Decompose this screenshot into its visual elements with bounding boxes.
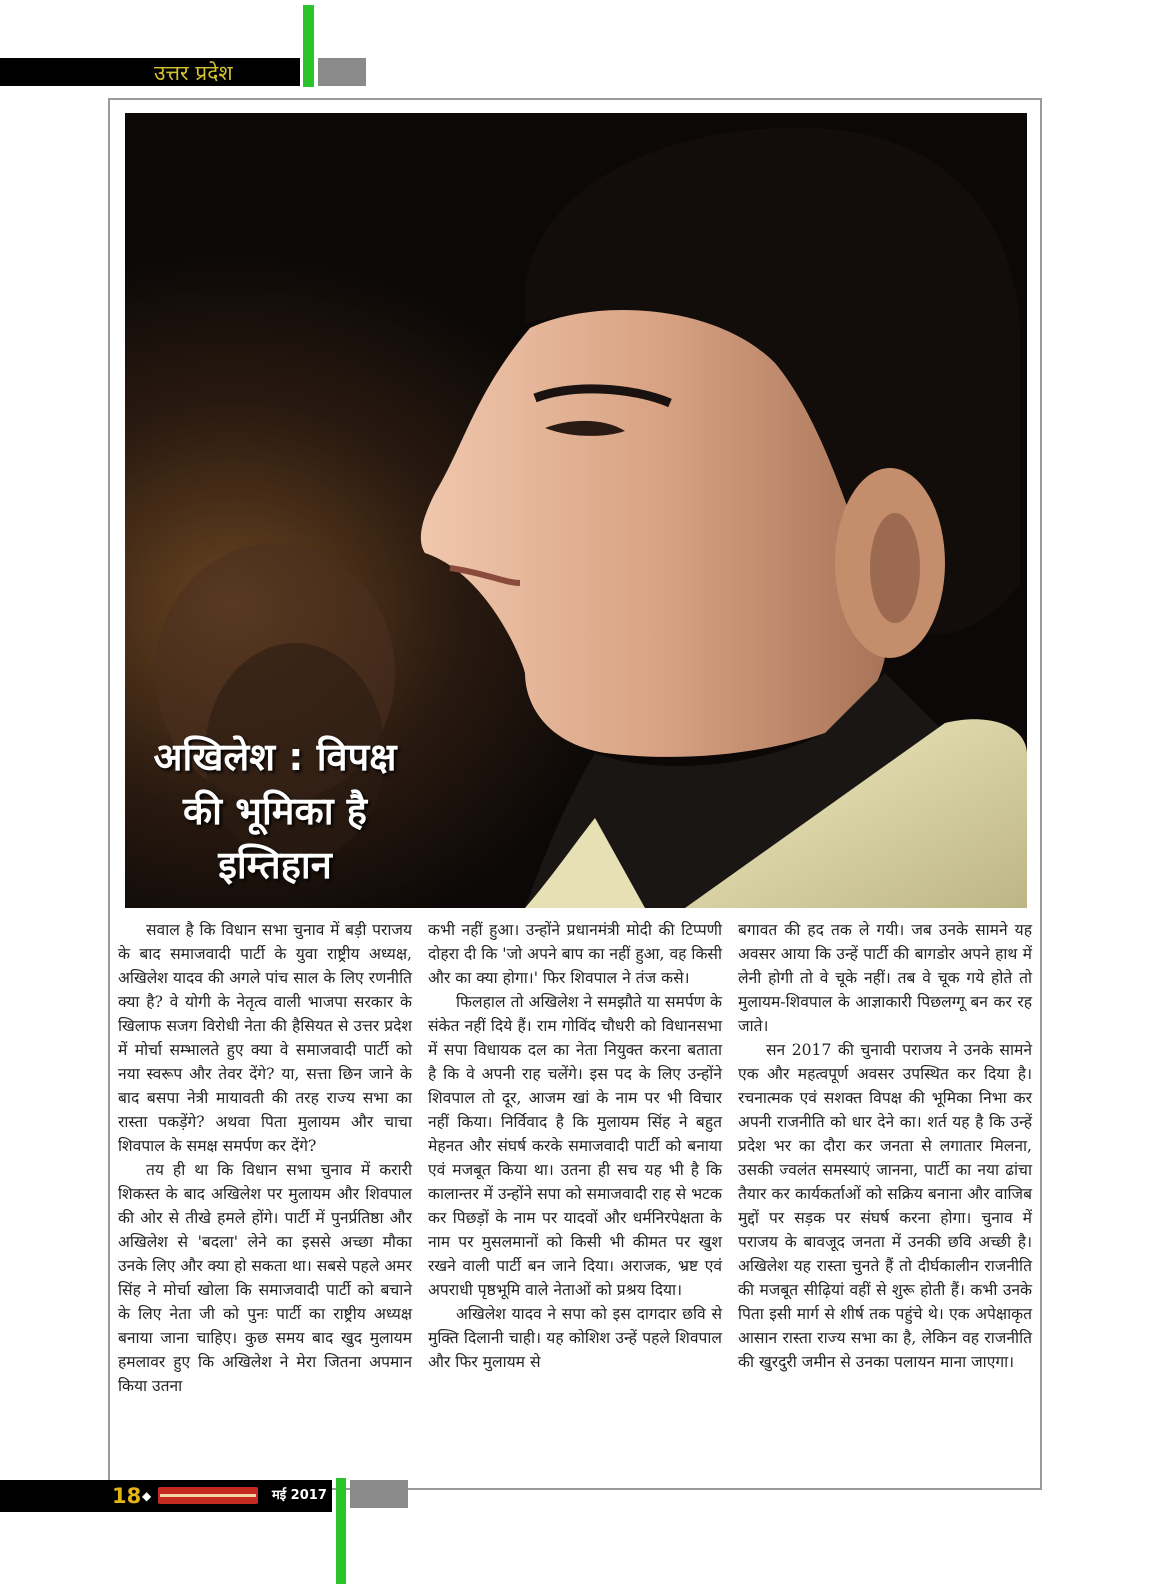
section-label: उत्तर प्रदेश xyxy=(154,61,233,85)
paragraph: सन 2017 की चुनावी पराजय ने उनके सामने एक और महत्वपूर्ण अवसर उपस्थित कर दिया है। रचनात्मक एवं सशक्त विपक्ष की भूमिका निभा कर अपनी राजनीति को धार देने का। शर्त यह है कि उन्हें प्रदेश भर का दौरा कर जनता से लगातार मिलना, उसकी ज्वलंत समस्याएं जानना, पार्टी का नया ढांचा तैयार कर कार्यकर्ताओं को सक्रिय बनाना और वाजिब मुद्दों पर सड़क पर संघर्ष करना होगा। चुनाव में पराजय के बावजूद जनता में उनकी छवि अच्छी है। अखिलेश यह रास्ता चुनते हैं तो दीर्घकालीन राजनीति की मजबूत सीढ़ियां वहीं से शुरू होती हैं। कभी उनके पिता इसी मार्ग से शीर्ष तक पहुंचे थे। एक अपेक्षाकृत आसान रास्ता राज्य सभा का है, लेकिन वह राजनीति की खुरदुरी जमीन से उनका पलायन माना जाएगा। xyxy=(738,1041,1032,1371)
headline-line-2: की भूमिका है xyxy=(183,789,367,833)
paragraph: सवाल है कि विधान सभा चुनाव में बड़ी पराजय के बाद समाजवादी पार्टी के युवा राष्ट्रीय अध्यक्ष, अखिलेश यादव की अगले पांच साल के लिए रणनीति क्या है? वे योगी के नेतृत्व वाली भाजपा सरकार के खिलाफ सजग विरोधी नेता की हैसियत से उत्तर प्रदेश में मोर्चा सम्भालते हुए क्या वे समाजवादी पार्टी को नया स्वरूप और तेवर देंगे? या, सत्ता छिन जाने के बाद बसपा नेत्री मायावती की तरह राज्य सभा का रास्ता पकड़ेंगे? अथवा पिता मुलायम और चाचा शिवपाल के समक्ष समर्पण कर देंगे? xyxy=(118,921,412,1155)
paragraph: अखिलेश यादव ने सपा को इस दागदार छवि से मुक्ति दिलानी चाही। यह कोशिश उन्हें पहले शिवपाल और फिर मुलायम से xyxy=(428,1305,722,1371)
footer-accent-gray xyxy=(350,1480,408,1508)
article-column-2 xyxy=(428,918,722,1374)
article-column-1 xyxy=(118,918,412,1398)
issue-date: मई 2017 xyxy=(272,1488,327,1503)
paragraph: कभी नहीं हुआ। उन्होंने प्रधानमंत्री मोदी की टिप्पणी दोहरा दी कि 'जो अपने बाप का नहीं हुआ, वह किसी और का क्या होगा।' फिर शिवपाल ने तंज कसे। xyxy=(428,921,722,987)
paragraph: फिलहाल तो अखिलेश ने समझौते या समर्पण के संकेत नहीं दिये हैं। राम गोविंद चौधरी को विधानसभा में सपा विधायक दल का नेता नियुक्त करना बताता है कि वे अपनी राह चलेंगे। इस पद के लिए उन्होंने शिवपाल तो दूर, आजम खां के नाम पर भी विचार नहीं किया। निर्विवाद है कि मुलायम सिंह ने बहुत मेहनत और संघर्ष करके समाजवादी पार्टी को बनाया एवं मजबूत किया था। उतना ही सच यह भी है कि कालान्तर में उन्होंने सपा को समाजवादी राह से भटक कर पिछड़ों के नाम पर यादवों और धर्मनिरपेक्षता के नाम पर मुसलमानों को किसी भी कीमत पर खुश रखने वाली पार्टी बन जाने दिया। अराजक, भ्रष्ट एवं अपराधी पृष्ठभूमि वाले नेताओं को प्रश्रय दिया। xyxy=(428,993,722,1299)
article-column-3 xyxy=(738,918,1032,1374)
page-number: 18 xyxy=(112,1484,142,1508)
header-accent-gray xyxy=(318,58,366,86)
header-bar xyxy=(0,58,300,86)
bullet-icon: ◆ xyxy=(142,1489,152,1503)
article-headline xyxy=(140,730,410,892)
magazine-logo-stripe xyxy=(160,1494,256,1497)
header-accent-green xyxy=(303,5,314,87)
headline-line-3: इम्तिहान xyxy=(218,843,332,887)
paragraph: तय ही था कि विधान सभा चुनाव में करारी शिकस्त के बाद अखिलेश पर मुलायम और शिवपाल की ओर से तीखे हमले होंगे। पार्टी में पुनर्प्रतिष्ठा और अखिलेश से 'बदला' लेने का इससे अच्छा मौका उनके लिए और क्या हो सकता था। सबसे पहले अमर सिंह ने मोर्चा खोला कि समाजवादी पार्टी को बचाने के लिए नेता जी को पुनः पार्टी का राष्ट्रीय अध्यक्ष बनाया जाना चाहिए। कुछ समय बाद खुद मुलायम हमलावर हुए कि अखिलेश ने मेरा जितना अपमान किया उतना xyxy=(118,1161,412,1395)
paragraph: बगावत की हद तक ले गयी। जब उनके सामने यह अवसर आया कि उन्हें पार्टी की बागडोर अपने हाथ में लेनी होगी तो वे चूके नहीं। तब वे चूक गये होते तो मुलायम-शिवपाल के आज्ञाकारी पिछलग्गू बन कर रह जाते। xyxy=(738,921,1032,1035)
headline-line-1: अखिलेश : विपक्ष xyxy=(153,735,397,779)
footer-accent-green xyxy=(336,1478,346,1584)
